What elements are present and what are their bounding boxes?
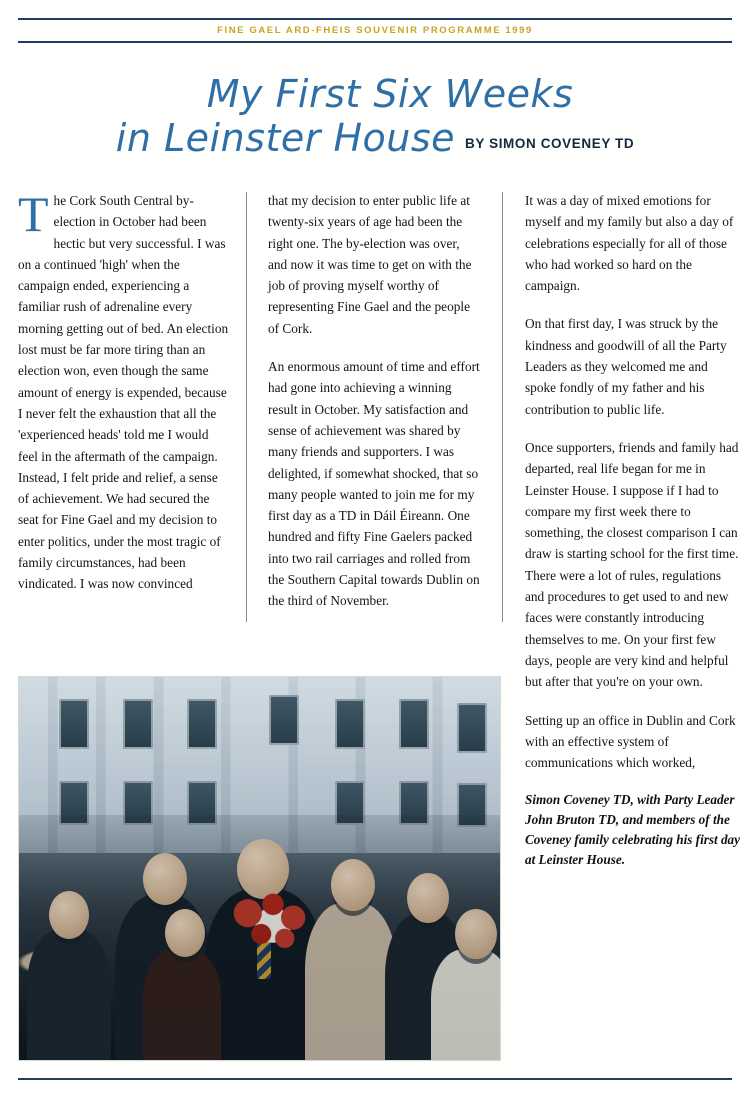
photo-scene: [19, 677, 500, 1060]
article-byline: BY SIMON COVENEY TD: [465, 136, 635, 151]
paragraph: Once supporters, friends and family had departed, real life began for me in Leinster House. I suppose if I had to compare my first week there to something, the closest comparison I can draw is starting school for the first time. There were a lot of rules, regulations and procedures to get used to and new faces were constantly introducing themselves to me. On your first few days, people are very kind and helpful but after that you're on your own.: [525, 439, 739, 690]
running-head-text: FINE GAEL ARD-FHEIS SOUVENIR PROGRAMME 1999: [217, 25, 533, 36]
running-head-rule-bottom: [18, 41, 732, 43]
article-title-line-1: My First Six Weeks: [206, 72, 574, 116]
paragraph-text: he Cork South Central by-election in October had been hectic but very successful. I was on a continued 'high' when the campaign ended, experiencing a familiar rush of adrenaline every morning getting out of bed. An election lost must be far more tiring than an election won, even though the same amount of energy is expended, because I never felt the exhaustion that all the 'experienced heads' told me I would feel in the aftermath of the campaign. Instead, I felt pride and relief, a sense of achievement. We had secured the seat for Fine Gael and my decision to enter politics, under the most tragic of family circumstances, had been vindicated. I was now convinced: [18, 193, 229, 592]
article-photo: [18, 676, 501, 1061]
article-title-line-2: in Leinster House: [115, 116, 456, 160]
photo-color-tint: [19, 677, 500, 1060]
running-head: [18, 18, 732, 43]
article-title-block: [18, 72, 732, 169]
drop-cap: T: [18, 186, 49, 242]
article-column-3: [525, 190, 741, 887]
paragraph: An enormous amount of time and effort had gone into achieving a winning result in October. My satisfaction and sense of achievement was shared by many friends and supporters. I was delighted, if somewhat shocked, that so many people wanted to join me for my first day as a TD in Dáil Éireann. One hundred and fifty Fine Gaelers packed into two rail carriages and rolled from the Southern Capital towards Dublin on the third of November.: [268, 359, 480, 609]
photo-caption: Simon Coveney TD, with Party Leader John Bruton TD, and members of the Coveney family celebrating his first day at Leinster House.: [525, 792, 740, 868]
article-column-1: [18, 186, 231, 612]
paragraph: Setting up an office in Dublin and Cork with an effective system of communications which worked,: [525, 712, 736, 771]
paragraph: [18, 186, 231, 595]
article-title-line-2-row: [18, 116, 732, 169]
page-bottom-rule: [18, 1078, 732, 1080]
article-column-2: [268, 190, 481, 629]
paragraph: It was a day of mixed emotions for myself and my family but also a day of celebrations especially for all of those who had worked so hard on the campaign.: [525, 193, 734, 294]
paragraph: that my decision to enter public life at twenty-six years of age had been the right one. The by-election was over, and now it was time to get on with the job of proving myself worthy of representing Fine Gael and the people of Cork.: [268, 193, 472, 336]
column-divider-left: [246, 192, 247, 622]
column-divider-right: [502, 192, 503, 622]
paragraph: On that first day, I was struck by the kindness and goodwill of all the Party Leaders as they welcomed me and spoke fondly of my father and his contribution to public life.: [525, 316, 727, 417]
